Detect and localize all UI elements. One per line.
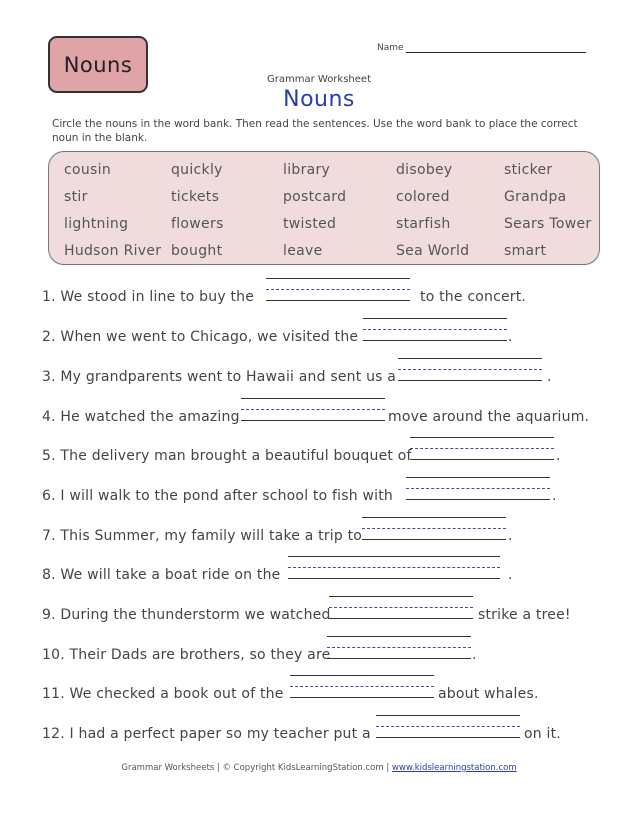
word-bank-item[interactable]: Sears Tower	[504, 216, 592, 232]
footer	[0, 763, 638, 773]
question-10-end: .	[472, 647, 477, 663]
word-bank-item[interactable]: starfish	[396, 216, 451, 232]
question-10-text: 10. Their Dads are brothers, so they are	[42, 647, 331, 663]
question-8-text: 8. We will take a boat ride on the	[42, 567, 281, 583]
answer-blank-3[interactable]	[398, 358, 542, 394]
answer-blank-9[interactable]	[329, 596, 473, 632]
word-bank-item[interactable]: leave	[283, 243, 323, 259]
question-2-text: 2. When we went to Chicago, we visited the	[42, 329, 359, 345]
word-bank-item[interactable]: twisted	[283, 216, 337, 232]
word-bank-item[interactable]: bought	[171, 243, 223, 259]
word-bank-item[interactable]: quickly	[171, 162, 223, 178]
word-bank-item[interactable]: postcard	[283, 189, 347, 205]
question-8-end: .	[508, 567, 513, 583]
question-5-text: 5. The delivery man brought a beautiful bouquet of	[42, 448, 412, 464]
name-label: Name	[377, 43, 404, 53]
question-3-text: 3. My grandparents went to Hawaii and sent us a	[42, 369, 397, 385]
question-9-text: 9. During the thunderstorm we watched	[42, 607, 331, 623]
answer-blank-10[interactable]	[327, 636, 471, 672]
footer-copyright: Grammar Worksheets | © Copyright KidsLearningStation.com |	[121, 763, 390, 773]
word-bank-item[interactable]: Sea World	[396, 243, 470, 259]
word-bank-item[interactable]: smart	[504, 243, 547, 259]
answer-blank-11[interactable]	[290, 675, 434, 711]
question-12-text: 12. I had a perfect paper so my teacher put a	[42, 726, 371, 742]
answer-blank-12[interactable]	[376, 715, 520, 751]
question-9-end: strike a tree!	[478, 607, 571, 623]
answer-blank-8[interactable]	[288, 556, 500, 592]
word-bank	[48, 151, 600, 265]
word-bank-item[interactable]: disobey	[396, 162, 453, 178]
word-bank-item[interactable]: Hudson River	[64, 243, 162, 259]
question-11-text: 11. We checked a book out of the	[42, 686, 284, 702]
word-bank-item[interactable]: lightning	[64, 216, 129, 232]
question-5-end: .	[556, 448, 561, 464]
answer-blank-7[interactable]	[362, 517, 506, 553]
word-bank-item[interactable]: cousin	[64, 162, 111, 178]
answer-blank-4[interactable]	[241, 398, 385, 434]
question-11-end: about whales.	[438, 686, 539, 702]
word-bank-item[interactable]: colored	[396, 189, 450, 205]
word-bank-item[interactable]: Grandpa	[504, 189, 567, 205]
answer-blank-6[interactable]	[406, 477, 550, 513]
footer-link[interactable]: www.kidslearningstation.com	[391, 763, 517, 773]
word-bank-item[interactable]: library	[283, 162, 331, 178]
answer-blank-5[interactable]	[410, 437, 554, 473]
answer-blank-1[interactable]	[266, 278, 410, 314]
answer-blank-2[interactable]	[363, 318, 507, 354]
question-6-end: .	[552, 488, 557, 504]
word-bank-item[interactable]: flowers	[171, 216, 224, 232]
question-6-text: 6. I will walk to the pond after school to fish with	[42, 488, 393, 504]
worksheet-badge: Nouns	[48, 36, 148, 93]
name-field-line[interactable]	[406, 52, 586, 53]
word-bank-item[interactable]: stir	[64, 189, 88, 205]
question-4-text: 4. He watched the amazing	[42, 409, 240, 425]
question-2-end: .	[508, 329, 513, 345]
question-1-end: to the concert.	[420, 289, 527, 305]
question-3-end: .	[547, 369, 552, 385]
question-4-end: move around the aquarium.	[388, 409, 590, 425]
worksheet-subtitle: Grammar Worksheet	[267, 74, 371, 85]
question-7-text: 7. This Summer, my family will take a trip to	[42, 528, 363, 544]
instructions: Circle the nouns in the word bank. Then read the sentences. Use the word bank to place the correct noun in the blank.	[52, 118, 578, 144]
page-title: Nouns	[283, 87, 355, 112]
question-12-end: on it.	[524, 726, 561, 742]
word-bank-item[interactable]: sticker	[504, 162, 553, 178]
question-1-text: 1. We stood in line to buy the	[42, 289, 255, 305]
question-7-end: .	[508, 528, 513, 544]
word-bank-item[interactable]: tickets	[171, 189, 220, 205]
